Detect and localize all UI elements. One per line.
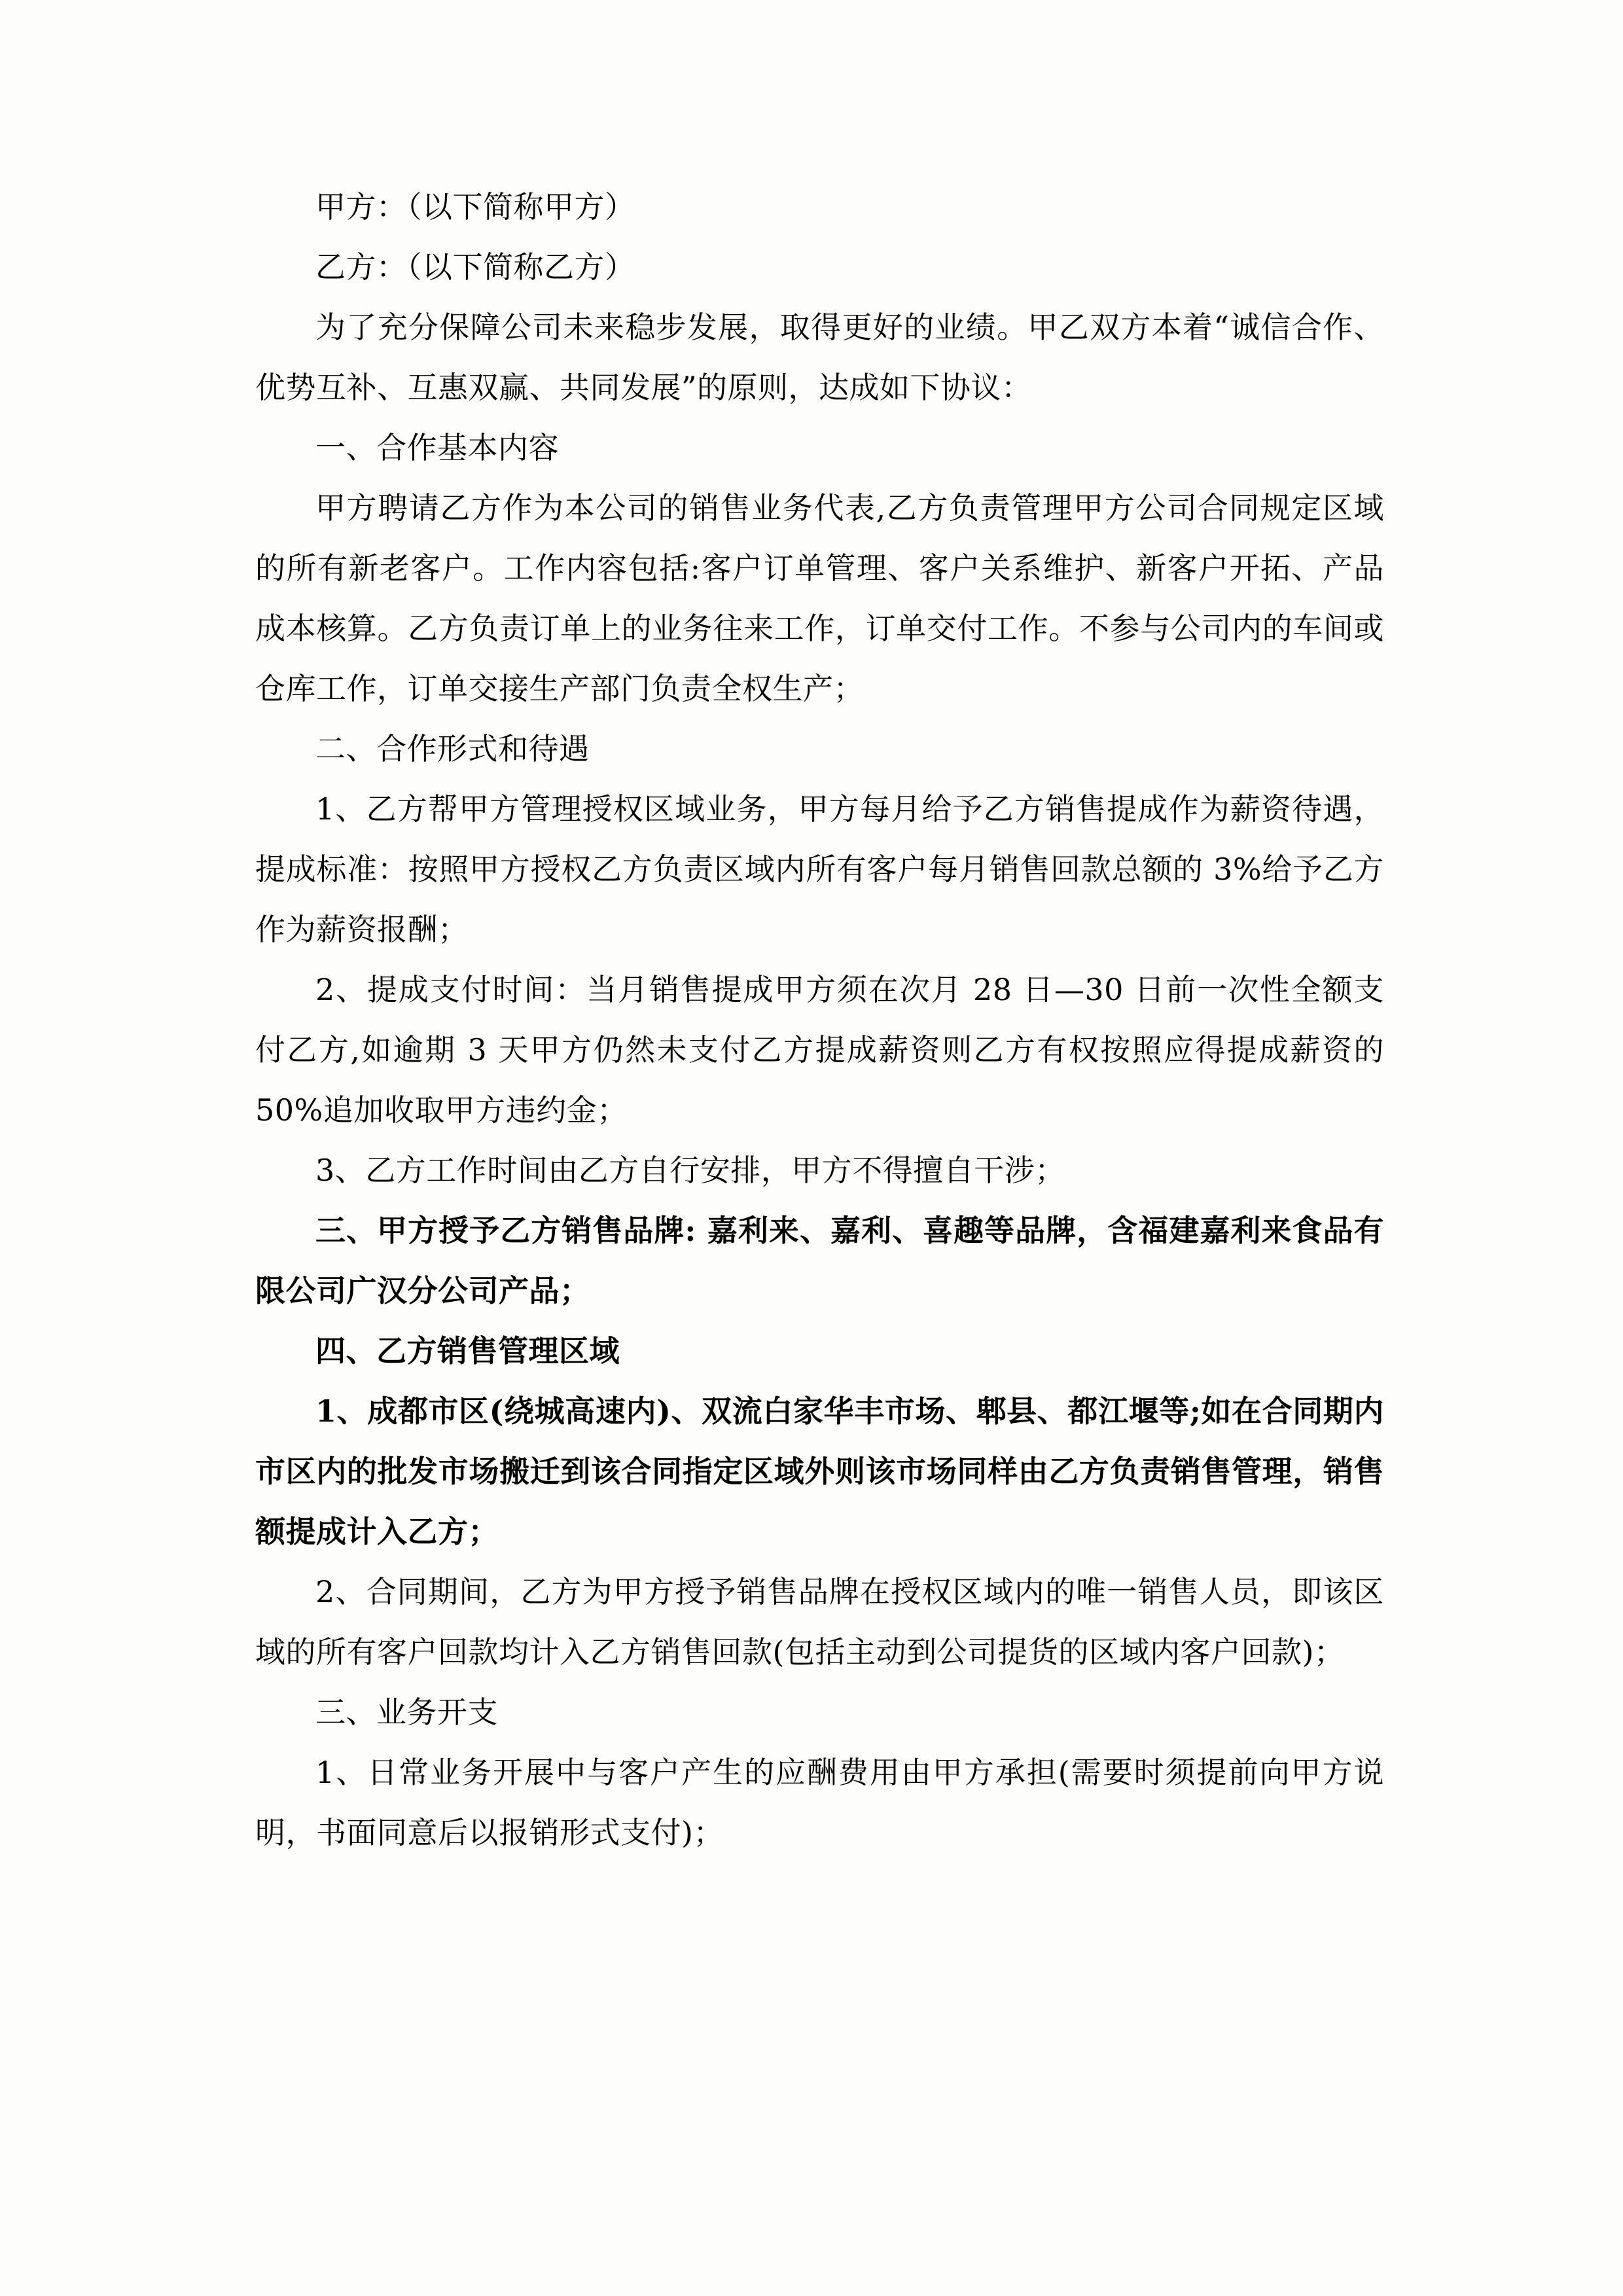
heading-section-4: 四、乙方销售管理区域 xyxy=(315,1333,620,1369)
paragraph-party-a: 甲方：（以下简称甲方） xyxy=(315,189,635,224)
paragraph-section-5-item-1: 1、日常业务开展中与客户产生的应酬费用由甲方承担(需要时须提前向甲方说明，书面同意后以报销形式支付)； xyxy=(255,1755,1384,1850)
page-content xyxy=(255,177,1384,1863)
paragraph-section-2-item-1: 1、乙方帮甲方管理授权区域业务，甲方每月给予乙方销售提成作为薪资待遇，提成标准：按照甲方授权乙方负责区域内所有客户每月销售回款总额的 3%给予乙方作为薪资报酬； xyxy=(255,791,1384,947)
paragraph-section-1-body: 甲方聘请乙方作为本公司的销售业务代表,乙方负责管理甲方公司合同规定区域的所有新老客户。工作内容包括:客户订单管理、客户关系维护、新客户开拓、产品成本核算。乙方负责订单上的业务往来工作，订单交付工作。不参与公司内的车间或仓库工作，订单交接生产部门负责全权生产； xyxy=(255,490,1384,706)
paragraph-section-3-brands: 三、甲方授予乙方销售品牌: 嘉利来、嘉利、喜趣等品牌，含福建嘉利来食品有限公司广汉分公司产品； xyxy=(255,1213,1384,1308)
paragraph-section-4-item-2: 2、合同期间，乙方为甲方授予销售品牌在授权区域内的唯一销售人员，即该区域的所有客户回款均计入乙方销售回款(包括主动到公司提货的区域内客户回款)； xyxy=(255,1574,1384,1670)
heading-section-5: 三、业务开支 xyxy=(315,1695,498,1730)
paragraph-section-2-item-3: 3、乙方工作时间由乙方自行安排，甲方不得擅自干涉； xyxy=(315,1153,1065,1188)
paragraph-section-2-item-2: 2、提成支付时间：当月销售提成甲方须在次月 28 日—30 日前一次性全额支付乙方,如逾期 3 天甲方仍然未支付乙方提成薪资则乙方有权按照应得提成薪资的 50%追加收取甲方违约金； xyxy=(255,972,1384,1128)
paragraph-preamble: 为了充分保障公司未来稳步发展，取得更好的业绩。甲乙双方本着“诚信合作、优势互补、互惠双赢、共同发展”的原则，达成如下协议： xyxy=(255,310,1384,405)
heading-section-2: 二、合作形式和待遇 xyxy=(315,731,590,766)
paragraph-section-4-item-1: 1、成都市区(绕城高速内)、双流白家华丰市场、郫县、都江堰等;如在合同期内市区内的批发市场搬迁到该合同指定区域外则该市场同样由乙方负责销售管理，销售额提成计入乙方； xyxy=(255,1393,1384,1549)
paragraph-party-b: 乙方：（以下简称乙方） xyxy=(315,249,635,285)
heading-section-1: 一、合作基本内容 xyxy=(315,430,559,465)
